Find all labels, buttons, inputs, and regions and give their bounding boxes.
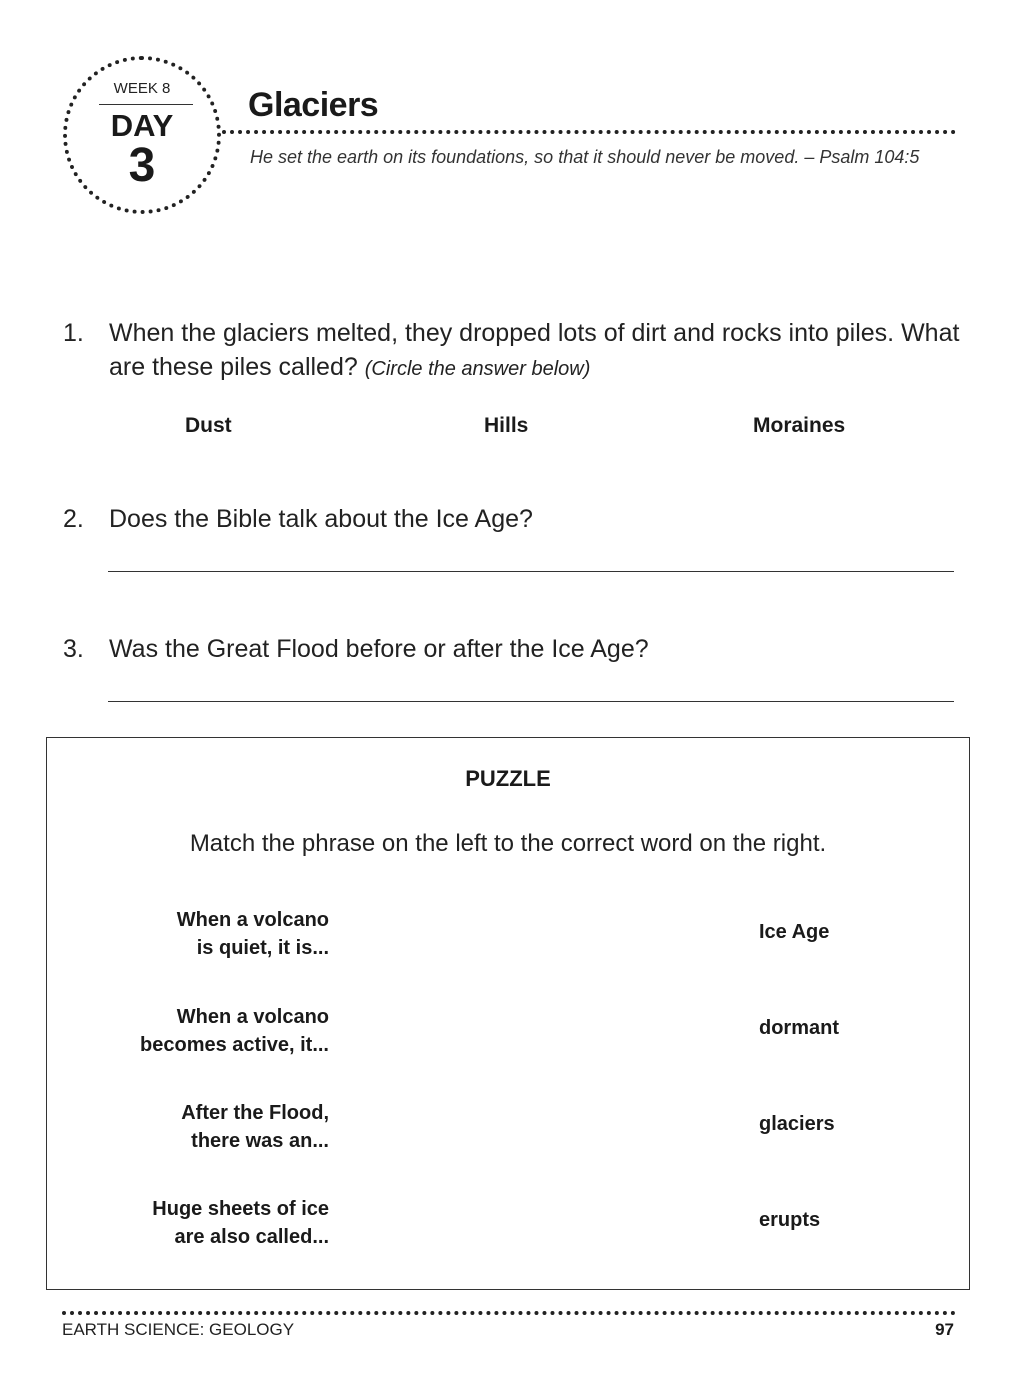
- match-word-erupts[interactable]: erupts: [759, 1209, 821, 1231]
- question-number: 3.: [63, 635, 84, 663]
- match-word-glaciers[interactable]: glaciers: [759, 1113, 835, 1135]
- question-text: Was the Great Flood before or after the Ice Age?: [109, 635, 649, 663]
- phrase-line: there was an...: [191, 1130, 329, 1152]
- phrase-line: becomes active, it...: [140, 1034, 329, 1056]
- phrase-line: Huge sheets of ice: [152, 1198, 329, 1220]
- puzzle-box: [46, 737, 970, 1290]
- page-title: Glaciers: [248, 86, 379, 124]
- phrase-line: is quiet, it is...: [196, 937, 329, 959]
- question-text: [109, 316, 969, 386]
- question-prompt: When the glaciers melted, they dropped lots of dirt and rocks into piles. What are these piles called?: [109, 319, 960, 381]
- match-phrase-2[interactable]: [29, 1003, 329, 1059]
- question-1: [63, 316, 963, 386]
- scripture-verse: He set the earth on its foundations, so that it should never be moved. – Psalm 104:5: [250, 147, 920, 167]
- answer-line-2[interactable]: [108, 571, 954, 572]
- answer-option-moraines[interactable]: Moraines: [753, 414, 846, 437]
- title-divider: [222, 130, 956, 134]
- puzzle-title: PUZZLE: [465, 766, 551, 791]
- puzzle-instruction: Match the phrase on the left to the correct word on the right.: [189, 830, 827, 857]
- week-label: WEEK 8: [113, 80, 171, 97]
- question-text: Does the Bible talk about the Ice Age?: [109, 505, 533, 533]
- match-phrase-3[interactable]: [29, 1099, 329, 1155]
- answer-option-dust[interactable]: Dust: [185, 414, 232, 437]
- badge-divider: [99, 104, 193, 105]
- answer-option-hills[interactable]: Hills: [484, 414, 529, 437]
- phrase-line: are also called...: [174, 1226, 329, 1248]
- answer-line-3[interactable]: [108, 701, 954, 702]
- day-number: 3: [128, 139, 156, 192]
- question-number: 2.: [63, 505, 84, 533]
- day-badge: [63, 56, 221, 214]
- question-number: 1.: [63, 319, 84, 347]
- question-2: [63, 502, 963, 536]
- match-phrase-4[interactable]: [29, 1195, 329, 1251]
- footer-divider: [62, 1311, 956, 1315]
- match-word-ice-age[interactable]: Ice Age: [759, 921, 830, 943]
- phrase-line: When a volcano: [176, 1006, 329, 1028]
- page-number: 97: [935, 1320, 954, 1339]
- match-phrase-1[interactable]: [29, 906, 329, 962]
- match-word-dormant[interactable]: dormant: [759, 1017, 839, 1039]
- day-label: DAY: [110, 108, 174, 143]
- footer-section-title: EARTH SCIENCE: GEOLOGY: [62, 1320, 295, 1339]
- phrase-line: When a volcano: [176, 909, 329, 931]
- phrase-line: After the Flood,: [181, 1102, 329, 1124]
- question-hint: (Circle the answer below): [364, 358, 591, 380]
- question-3: [63, 632, 963, 666]
